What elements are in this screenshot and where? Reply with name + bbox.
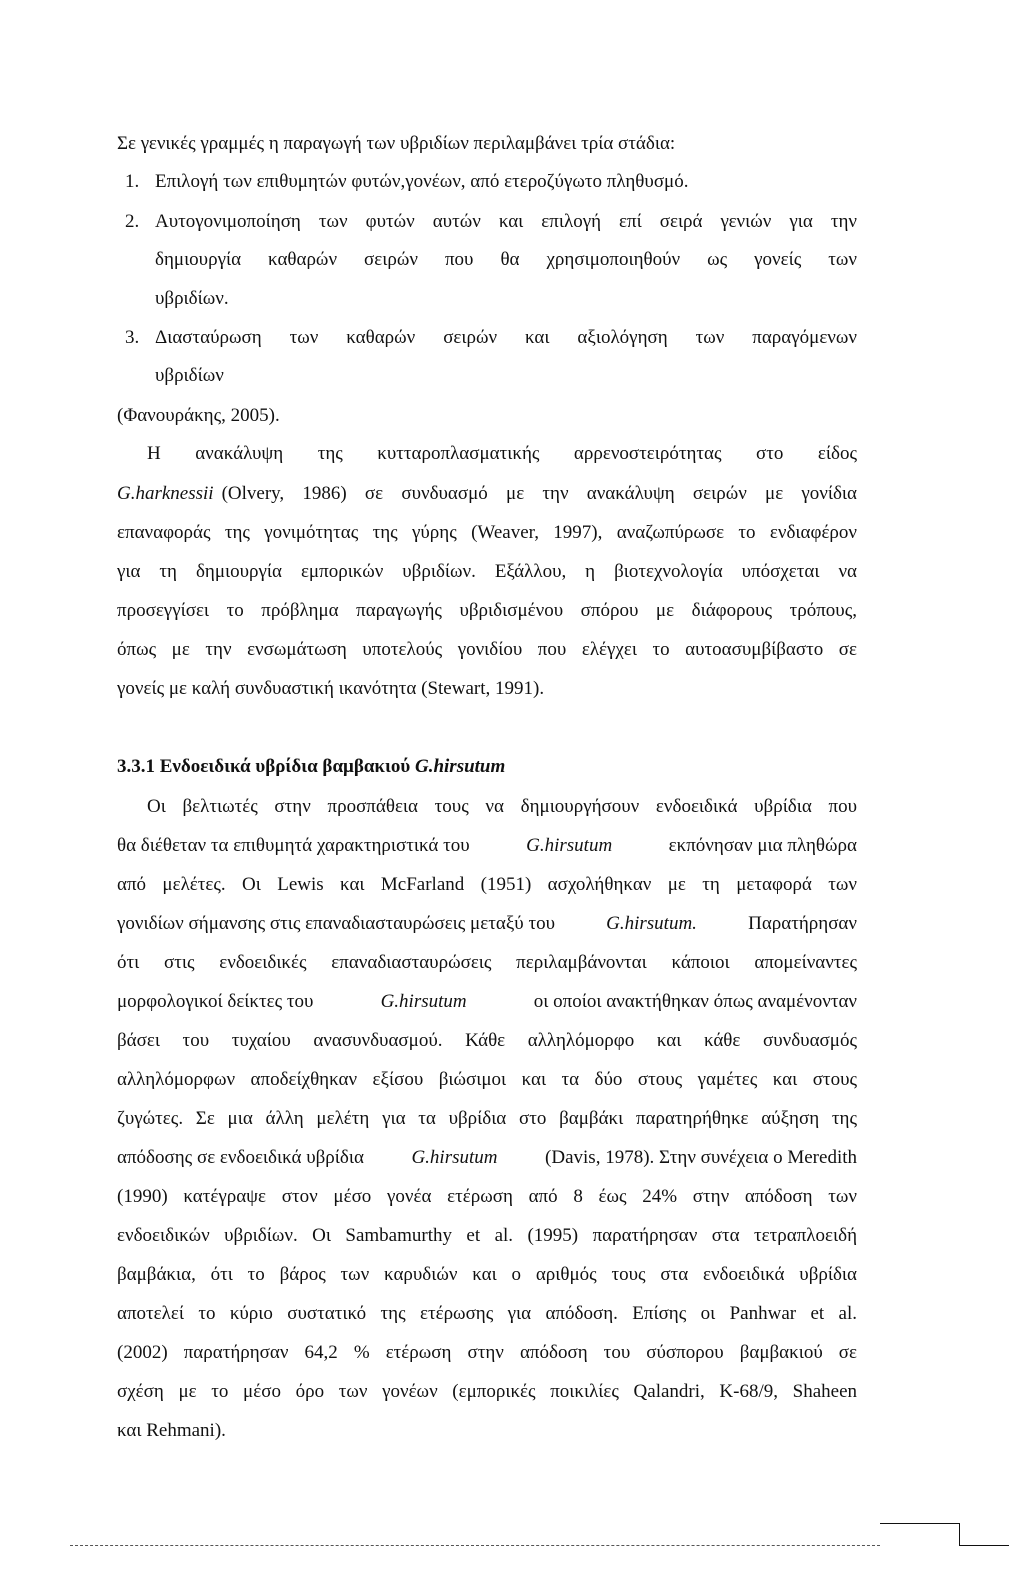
para1-line-6: όπως με την ενσωμάτωση υποτελούς γονιδίου που ελέγχει το αυτοασυμβίβαστο σε — [117, 639, 857, 660]
list-item-3-number: 3. — [125, 327, 140, 348]
para2-line-17: και Rehmani). — [117, 1420, 226, 1441]
para2-line-7: βάσει του τυχαίου ανασυνδυασμού. Κάθε αλληλόμορφο και κάθε συνδυασμός — [117, 1030, 857, 1051]
para1-line-2 — [117, 482, 857, 506]
para2-line-10 — [117, 1146, 857, 1170]
intro-citation: (Φανουράκης, 2005). — [117, 405, 280, 426]
para2-line-9: ζυγώτες. Σε μια άλλη μελέτη για τα υβρίδια στο βαμβάκι παρατηρήθηκε αύξηση της — [117, 1108, 857, 1129]
para2-line-2-b: εκπόνησαν μια πληθώρα — [668, 835, 857, 856]
list-item-3-line-1: Διασταύρωση των καθαρών σειρών και αξιολόγηση των παραγόμενων — [155, 327, 857, 348]
para2-line-14: αποτελεί το κύριο συστατικό της ετέρωσης για απόδοση. Επίσης οι Panhwar et al. — [117, 1303, 857, 1324]
para2-line-10-a: απόδοσης σε ενδοειδικά υβρίδια — [117, 1147, 364, 1168]
para2-line-6 — [117, 990, 857, 1014]
list-item-2-line-3: υβριδίων. — [155, 288, 229, 309]
species-name: G.hirsutum — [526, 835, 613, 856]
para2-line-12: ενδοειδικών υβριδίων. Οι Sambamurthy et al. (1995) παρατήρησαν στα τετραπλοειδή — [117, 1225, 857, 1246]
footer-divider — [70, 1545, 880, 1546]
para1-line-7: γονείς με καλή συνδυαστική ικανότητα (Stewart, 1991). — [117, 678, 545, 699]
list-item-2-number: 2. — [125, 211, 140, 232]
list-item-2-line-1: Αυτογονιμοποίηση των φυτών αυτών και επιλογή επί σειρά γενιών για την — [155, 211, 857, 232]
para2-line-11: (1990) κατέγραψε στον μέσο γονέα ετέρωση από 8 έως 24% στην απόδοση των — [117, 1186, 857, 1207]
para2-line-4-b: Παρατήρησαν — [748, 913, 857, 934]
para2-line-6-a: μορφολογικοί δείκτες του — [117, 991, 314, 1012]
para2-line-6-b: οι οποίοι ανακτήθηκαν όπως αναμένονταν — [533, 991, 857, 1012]
list-item-3-line-2: υβριδίων — [155, 365, 224, 386]
para2-line-13: βαμβάκια, ότι το βάρος των καρυδιών και ο αριθμός τους στα ενδοειδικά υβρίδια — [117, 1264, 857, 1285]
species-name: G.hirsutum — [411, 1147, 498, 1168]
para2-line-1: Οι βελτιωτές στην προσπάθεια τους να δημιουργήσουν ενδοειδικά υβρίδια που — [147, 796, 857, 817]
para2-line-16: σχέση με το μέσο όρο των γονέων (εμπορικές ποικιλίες Qalandri, K-68/9, Shaheen — [117, 1381, 857, 1402]
list-item-2-line-2: δημιουργία καθαρών σειρών που θα χρησιμοποιηθούν ως γονείς των — [155, 249, 857, 270]
footer-mark-vertical — [959, 1523, 960, 1545]
para2-line-10-b: (Davis, 1978). Στην συνέχεια ο Meredith — [545, 1147, 857, 1168]
list-item-1-number: 1. — [125, 171, 140, 192]
para2-line-8: αλληλόμορφων αποδείχθηκαν εξίσου βιώσιμοι και τα δύο στους γαμέτες και στους — [117, 1069, 857, 1090]
section-heading-species: G.hirsutum — [414, 756, 506, 777]
footer-mark-top — [880, 1523, 960, 1524]
species-name: G.hirsutum. — [606, 913, 697, 934]
list-item-1-text: Επιλογή των επιθυμητών φυτών,γονέων, από ετεροζύγωτο πληθυσμό. — [155, 171, 689, 192]
section-heading — [117, 755, 505, 779]
para2-line-2-a: θα διέθεταν τα επιθυμητά χαρακτηριστικά του — [117, 835, 470, 856]
intro-line: Σε γενικές γραμμές η παραγωγή των υβριδίων περιλαμβάνει τρία στάδια: — [117, 133, 676, 154]
para1-line-4: για τη δημιουργία εμπορικών υβριδίων. Εξάλλου, η βιοτεχνολογία υπόσχεται να — [117, 561, 857, 582]
para2-line-2 — [117, 834, 857, 858]
section-heading-text: 3.3.1 Ενδοειδικά υβρίδια βαμβακιού — [117, 756, 411, 777]
para1-line-5: προσεγγίσει το πρόβλημα παραγωγής υβριδισμένου σπόρου με διάφορους τρόπους, — [117, 600, 857, 621]
species-name: G.hirsutum — [380, 991, 467, 1012]
species-name: G.harknessii — [117, 483, 214, 504]
footer-mark-bottom — [959, 1545, 1009, 1546]
para1-line-2-rest: (Olvery, 1986) σε συνδυασμό με την ανακάλυψη σειρών με γονίδια — [221, 483, 857, 504]
para2-line-4 — [117, 912, 857, 936]
para2-line-3: από μελέτες. Οι Lewis και McFarland (1951) ασχολήθηκαν με τη μεταφορά των — [117, 874, 857, 895]
para1-line-3: επαναφοράς της γονιμότητας της γύρης (Weaver, 1997), αναζωπύρωσε το ενδιαφέρον — [117, 522, 857, 543]
para2-line-5: ότι στις ενδοειδικές επαναδιασταυρώσεις περιλαμβάνονται κάποιοι απομείναντες — [117, 952, 857, 973]
para2-line-4-a: γονιδίων σήμανσης στις επαναδιασταυρώσεις μεταξύ του — [117, 913, 555, 934]
para2-line-15: (2002) παρατήρησαν 64,2 % ετέρωση στην απόδοση του σύσπορου βαμβακιού σε — [117, 1342, 857, 1363]
para1-line-1: Η ανακάλυψη της κυτταροπλασματικής αρρενοστειρότητας στο είδος — [147, 443, 857, 464]
